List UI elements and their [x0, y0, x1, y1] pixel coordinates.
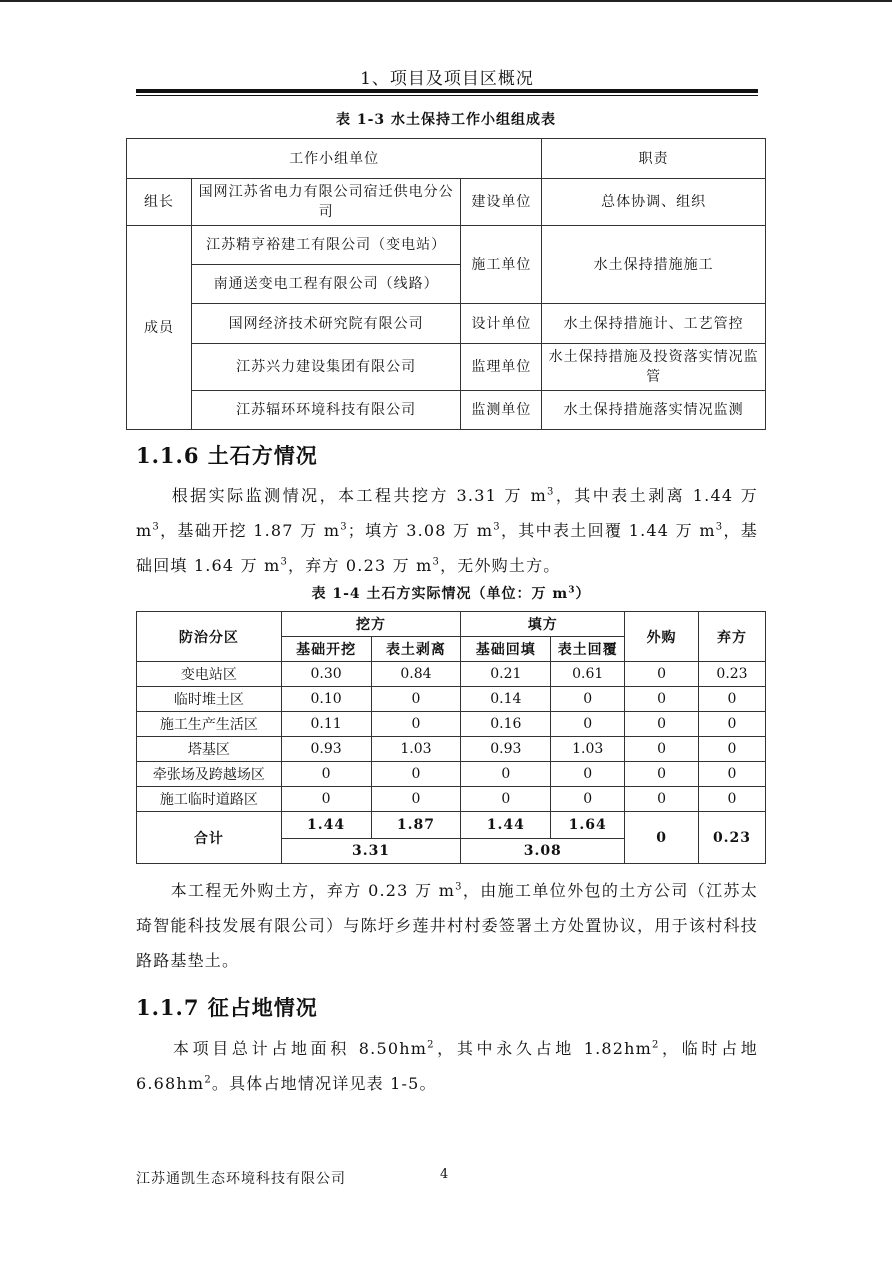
table-header-row — [137, 612, 766, 637]
zone-cell: 塔基区 — [137, 737, 282, 762]
value-cell: 0 — [625, 712, 699, 737]
value-cell: 0 — [625, 687, 699, 712]
zone-cell: 牵张场及跨越场区 — [137, 762, 282, 787]
value-cell: 0.30 — [281, 662, 371, 687]
total-cell: 1.44 — [281, 812, 371, 839]
total-label: 合计 — [137, 812, 282, 864]
section-heading-1-1-7: 1.1.7 征占地情况 — [136, 995, 318, 1020]
value-cell: 0.61 — [551, 662, 625, 687]
member-role: 设计单位 — [461, 304, 542, 344]
total-cell: 1.44 — [461, 812, 551, 839]
header-rule-thin — [136, 95, 758, 96]
shared-role: 施工单位 — [461, 226, 542, 304]
table-row — [137, 762, 766, 787]
value-cell: 0 — [551, 762, 625, 787]
member-duty: 水土保持措施落实情况监测 — [542, 391, 766, 430]
header-cut-topsoil: 表土剥离 — [371, 637, 461, 662]
value-cell: 0 — [281, 787, 371, 812]
header-fill: 填方 — [461, 612, 625, 637]
value-cell: 0 — [698, 762, 765, 787]
value-cell: 0 — [371, 712, 461, 737]
table-row — [137, 712, 766, 737]
table-row — [137, 787, 766, 812]
value-cell: 0 — [551, 712, 625, 737]
value-cell: 0.14 — [461, 687, 551, 712]
value-cell: 0.21 — [461, 662, 551, 687]
table-row-member — [127, 226, 766, 265]
waste-disposal-paragraph: 本工程无外购土方，弃方 0.23 万 $m^3$，由施工单位外包的土方公司（江苏太琦智能科技发展有限公司）与陈圩乡莲井村村委签署土方处置协议，用于该村科技路路基垫土。 — [136, 881, 759, 970]
value-cell: 0 — [551, 787, 625, 812]
zone-cell: 临时堆土区 — [137, 687, 282, 712]
value-cell: 0 — [371, 787, 461, 812]
total-row — [137, 812, 766, 839]
member-label: 成员 — [127, 226, 192, 430]
value-cell: 0.23 — [698, 662, 765, 687]
value-cell: 0.16 — [461, 712, 551, 737]
leader-unit: 国网江苏省电力有限公司宿迁供电分公司 — [191, 179, 461, 226]
table-1-4-caption: 表 1-4 土石方实际情况（单位：万 $m^3$） — [311, 585, 591, 602]
table-row-leader — [127, 179, 766, 226]
earthwork-paragraph: 根据实际监测情况，本工程共挖方 3.31 万 $m^3$，其中表土剥离 1.44 万 $m^3$，基础开挖 1.87 万 $m^3$；填方 3.08 万 $m^3$，其中表土回覆 1.44 万 $m^3$，基础回填 1.64 万 $m^3$，弃方 0.23 万 $m^3$，无外购土方。 — [136, 486, 758, 575]
value-cell: 1.03 — [551, 737, 625, 762]
footer-company: 江苏通凯生态环境科技有限公司 — [136, 1171, 346, 1187]
value-cell: 0 — [281, 762, 371, 787]
land-occupation-paragraph: 本项目总计占地面积 $8.50hm^2$，其中永久占地 $1.82hm^2$，临时占地 $6.68hm^2$。具体占地情况详见表 1-5。 — [136, 1039, 758, 1093]
page-top-border — [0, 0, 892, 2]
value-cell: 0 — [625, 662, 699, 687]
section-heading-1-1-6: 1.1.6 土石方情况 — [136, 443, 318, 468]
table-row — [137, 687, 766, 712]
shared-duty: 水土保持措施施工 — [542, 226, 766, 304]
member-role: 监理单位 — [461, 344, 542, 391]
total-fill-sum: 3.08 — [461, 839, 625, 864]
value-cell: 0 — [698, 712, 765, 737]
value-cell: 0 — [371, 762, 461, 787]
zone-cell: 施工生产生活区 — [137, 712, 282, 737]
leader-label: 组长 — [127, 179, 192, 226]
zone-cell: 施工临时道路区 — [137, 787, 282, 812]
page-number: 4 — [440, 1167, 449, 1182]
value-cell: 0.93 — [461, 737, 551, 762]
value-cell: 0 — [698, 787, 765, 812]
member-duty: 水土保持措施及投资落实情况监管 — [542, 344, 766, 391]
table-1-4-earthwork — [136, 611, 766, 864]
table-header-row — [127, 139, 766, 179]
member-unit: 江苏精亨裕建工有限公司（变电站） — [191, 226, 461, 265]
header-cell-unit: 工作小组单位 — [127, 139, 542, 179]
value-cell: 0.11 — [281, 712, 371, 737]
total-purchase: 0 — [625, 812, 699, 864]
running-header: 1、项目及项目区概况 — [360, 69, 534, 89]
header-cut: 挖方 — [281, 612, 461, 637]
table-row — [137, 662, 766, 687]
value-cell: 0 — [698, 737, 765, 762]
value-cell: 0.84 — [371, 662, 461, 687]
zone-cell: 变电站区 — [137, 662, 282, 687]
member-duty: 水土保持措施计、工艺管控 — [542, 304, 766, 344]
value-cell: 1.03 — [371, 737, 461, 762]
table-row-member — [127, 304, 766, 344]
member-unit: 江苏辐环环境科技有限公司 — [191, 391, 461, 430]
value-cell: 0 — [625, 787, 699, 812]
value-cell: 0 — [461, 787, 551, 812]
value-cell: 0 — [625, 737, 699, 762]
value-cell: 0 — [551, 687, 625, 712]
header-cell-duty: 职责 — [542, 139, 766, 179]
total-cell: 1.87 — [371, 812, 461, 839]
member-unit: 国网经济技术研究院有限公司 — [191, 304, 461, 344]
table-row — [137, 737, 766, 762]
total-waste: 0.23 — [698, 812, 765, 864]
header-zone: 防治分区 — [137, 612, 282, 662]
table-1-3-work-group — [126, 138, 766, 430]
total-cut-sum: 3.31 — [281, 839, 461, 864]
value-cell: 0 — [461, 762, 551, 787]
value-cell: 0.10 — [281, 687, 371, 712]
value-cell: 0.93 — [281, 737, 371, 762]
header-fill-foundation: 基础回填 — [461, 637, 551, 662]
header-rule-thick — [136, 89, 758, 93]
header-cut-foundation: 基础开挖 — [281, 637, 371, 662]
member-role: 监测单位 — [461, 391, 542, 430]
member-unit: 南通送变电工程有限公司（线路） — [191, 265, 461, 304]
table-1-3-caption: 表 1-3 水土保持工作小组组成表 — [335, 112, 557, 128]
total-cell: 1.64 — [551, 812, 625, 839]
member-unit: 江苏兴力建设集团有限公司 — [191, 344, 461, 391]
value-cell: 0 — [625, 762, 699, 787]
value-cell: 0 — [698, 687, 765, 712]
table-row-member — [127, 344, 766, 391]
leader-role: 建设单位 — [461, 179, 542, 226]
header-fill-topsoil: 表土回覆 — [551, 637, 625, 662]
leader-duty: 总体协调、组织 — [542, 179, 766, 226]
header-purchase: 外购 — [625, 612, 699, 662]
value-cell: 0 — [371, 687, 461, 712]
table-row-member — [127, 391, 766, 430]
header-waste: 弃方 — [698, 612, 765, 662]
